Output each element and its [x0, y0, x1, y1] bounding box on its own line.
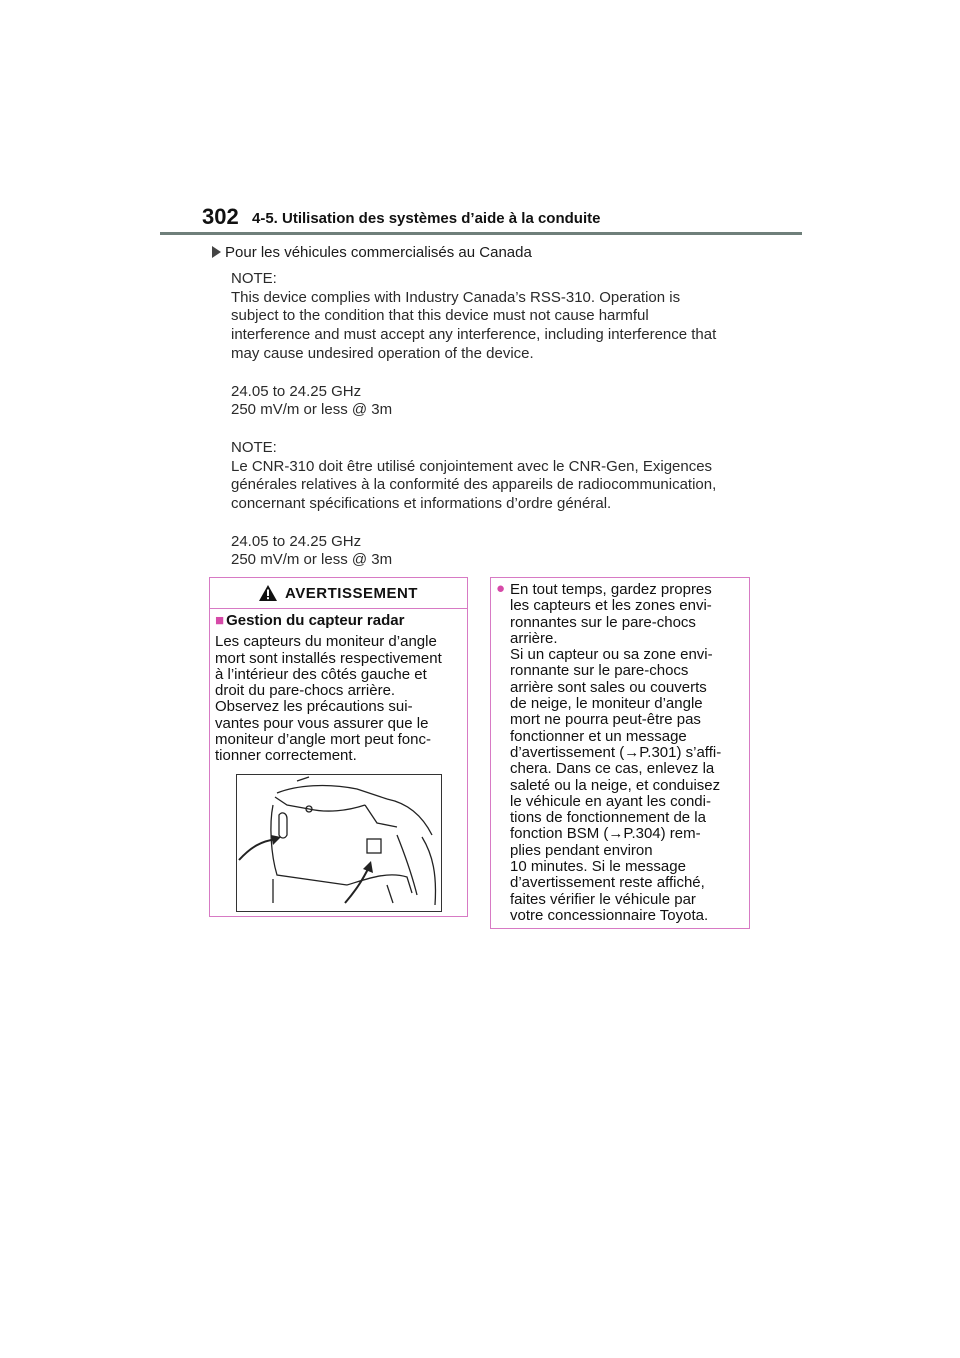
warning-line: tionner correctement.	[215, 747, 357, 765]
notice-en-line: may cause undesired operation of the device.	[231, 344, 534, 362]
warning-line: à l’intérieur des côtés gauche et	[215, 665, 427, 683]
square-bullet-icon: ■	[215, 612, 225, 629]
intro-text: Pour les véhicules commercialisés au Canada	[225, 244, 532, 261]
info-line: Si un capteur ou sa zone envi-	[510, 646, 713, 664]
warning-line: moniteur d’angle mort peut fonc-	[215, 731, 431, 749]
notice-fr-line: générales relatives à la conformité des appareils de radiocommunication,	[231, 476, 717, 494]
warning-line: vantes pour vous assurer que le	[215, 714, 429, 732]
header-rule	[160, 232, 802, 235]
notice-en-frequency: 24.05 to 24.25 GHz	[231, 382, 362, 400]
regulatory-notice	[231, 270, 751, 570]
info-line: fonctionner et un message	[510, 727, 687, 745]
warning-header	[210, 578, 467, 609]
notice-fr-frequency: 24.05 to 24.25 GHz	[231, 532, 362, 550]
info-line: votre concessionnaire Toyota.	[510, 906, 709, 924]
circle-bullet-icon: ●	[496, 580, 506, 597]
warning-heading: AVERTISSEMENT	[285, 584, 418, 602]
info-line: saleté ou la neige, et conduisez	[510, 776, 721, 794]
notice-fr-title: NOTE:	[231, 438, 277, 456]
notice-en-line: interference and must accept any interference, including interference that	[231, 326, 717, 344]
info-line: tions de fonctionnement de la	[510, 809, 706, 827]
triangle-bullet-icon	[212, 246, 221, 258]
info-line: d’avertissement (→P.301) s’affi-	[510, 743, 722, 761]
info-line: chera. Dans ce cas, enlevez la	[510, 760, 715, 778]
info-box	[490, 577, 750, 929]
page-number: 302	[202, 204, 239, 229]
info-line: mort ne pourra peut-être pas	[510, 711, 701, 729]
info-line: d’avertissement reste affiché,	[510, 874, 705, 892]
notice-en-line: subject to the condition that this device must not cause harmful	[231, 307, 649, 325]
warning-subheading-row	[215, 613, 459, 629]
info-line: En tout temps, gardez propres	[510, 581, 712, 598]
warning-line: mort sont installés respectivement	[215, 649, 442, 667]
warning-triangle-icon	[259, 585, 277, 601]
warning-subheading: Gestion du capteur radar	[226, 612, 405, 629]
intro-line	[212, 244, 532, 261]
info-line: le véhicule en ayant les condi-	[510, 792, 711, 810]
warning-line: Observez les précautions sui-	[215, 698, 413, 716]
info-line: 10 minutes. Si le message	[510, 858, 686, 876]
notice-en-power: 250 mV/m or less @ 3m	[231, 401, 393, 419]
info-line: ronnantes sur le pare-chocs	[510, 613, 696, 631]
info-line: plies pendant environ	[510, 841, 653, 859]
warning-line: droit du pare-chocs arrière.	[215, 682, 396, 700]
notice-fr-line: concernant spécifications et informations d’ordre général.	[231, 495, 612, 513]
info-line: arrière sont sales ou couverts	[510, 678, 707, 696]
info-line: faites vérifier le véhicule par	[510, 890, 696, 908]
info-line: arrière.	[510, 629, 558, 647]
notice-fr-line: Le CNR-310 doit être utilisé conjointement avec le CNR-Gen, Exigences	[231, 457, 713, 475]
info-line: les capteurs et les zones envi-	[510, 597, 712, 615]
notice-en-line: This device complies with Industry Canada’s RSS-310. Operation is	[231, 288, 681, 306]
info-line: ronnante sur le pare-chocs	[510, 662, 689, 680]
notice-en-title: NOTE:	[231, 270, 277, 287]
notice-fr-power: 250 mV/m or less @ 3m	[231, 551, 393, 569]
info-line: de neige, le moniteur d’angle	[510, 695, 703, 713]
warning-box	[209, 577, 468, 917]
rear-bumper-illustration	[236, 774, 442, 912]
info-line: fonction BSM (→P.304) rem-	[510, 825, 701, 843]
warning-line: Les capteurs du moniteur d’angle	[215, 633, 437, 651]
section-title: 4-5. Utilisation des systèmes d’aide à la conduite	[252, 210, 601, 227]
